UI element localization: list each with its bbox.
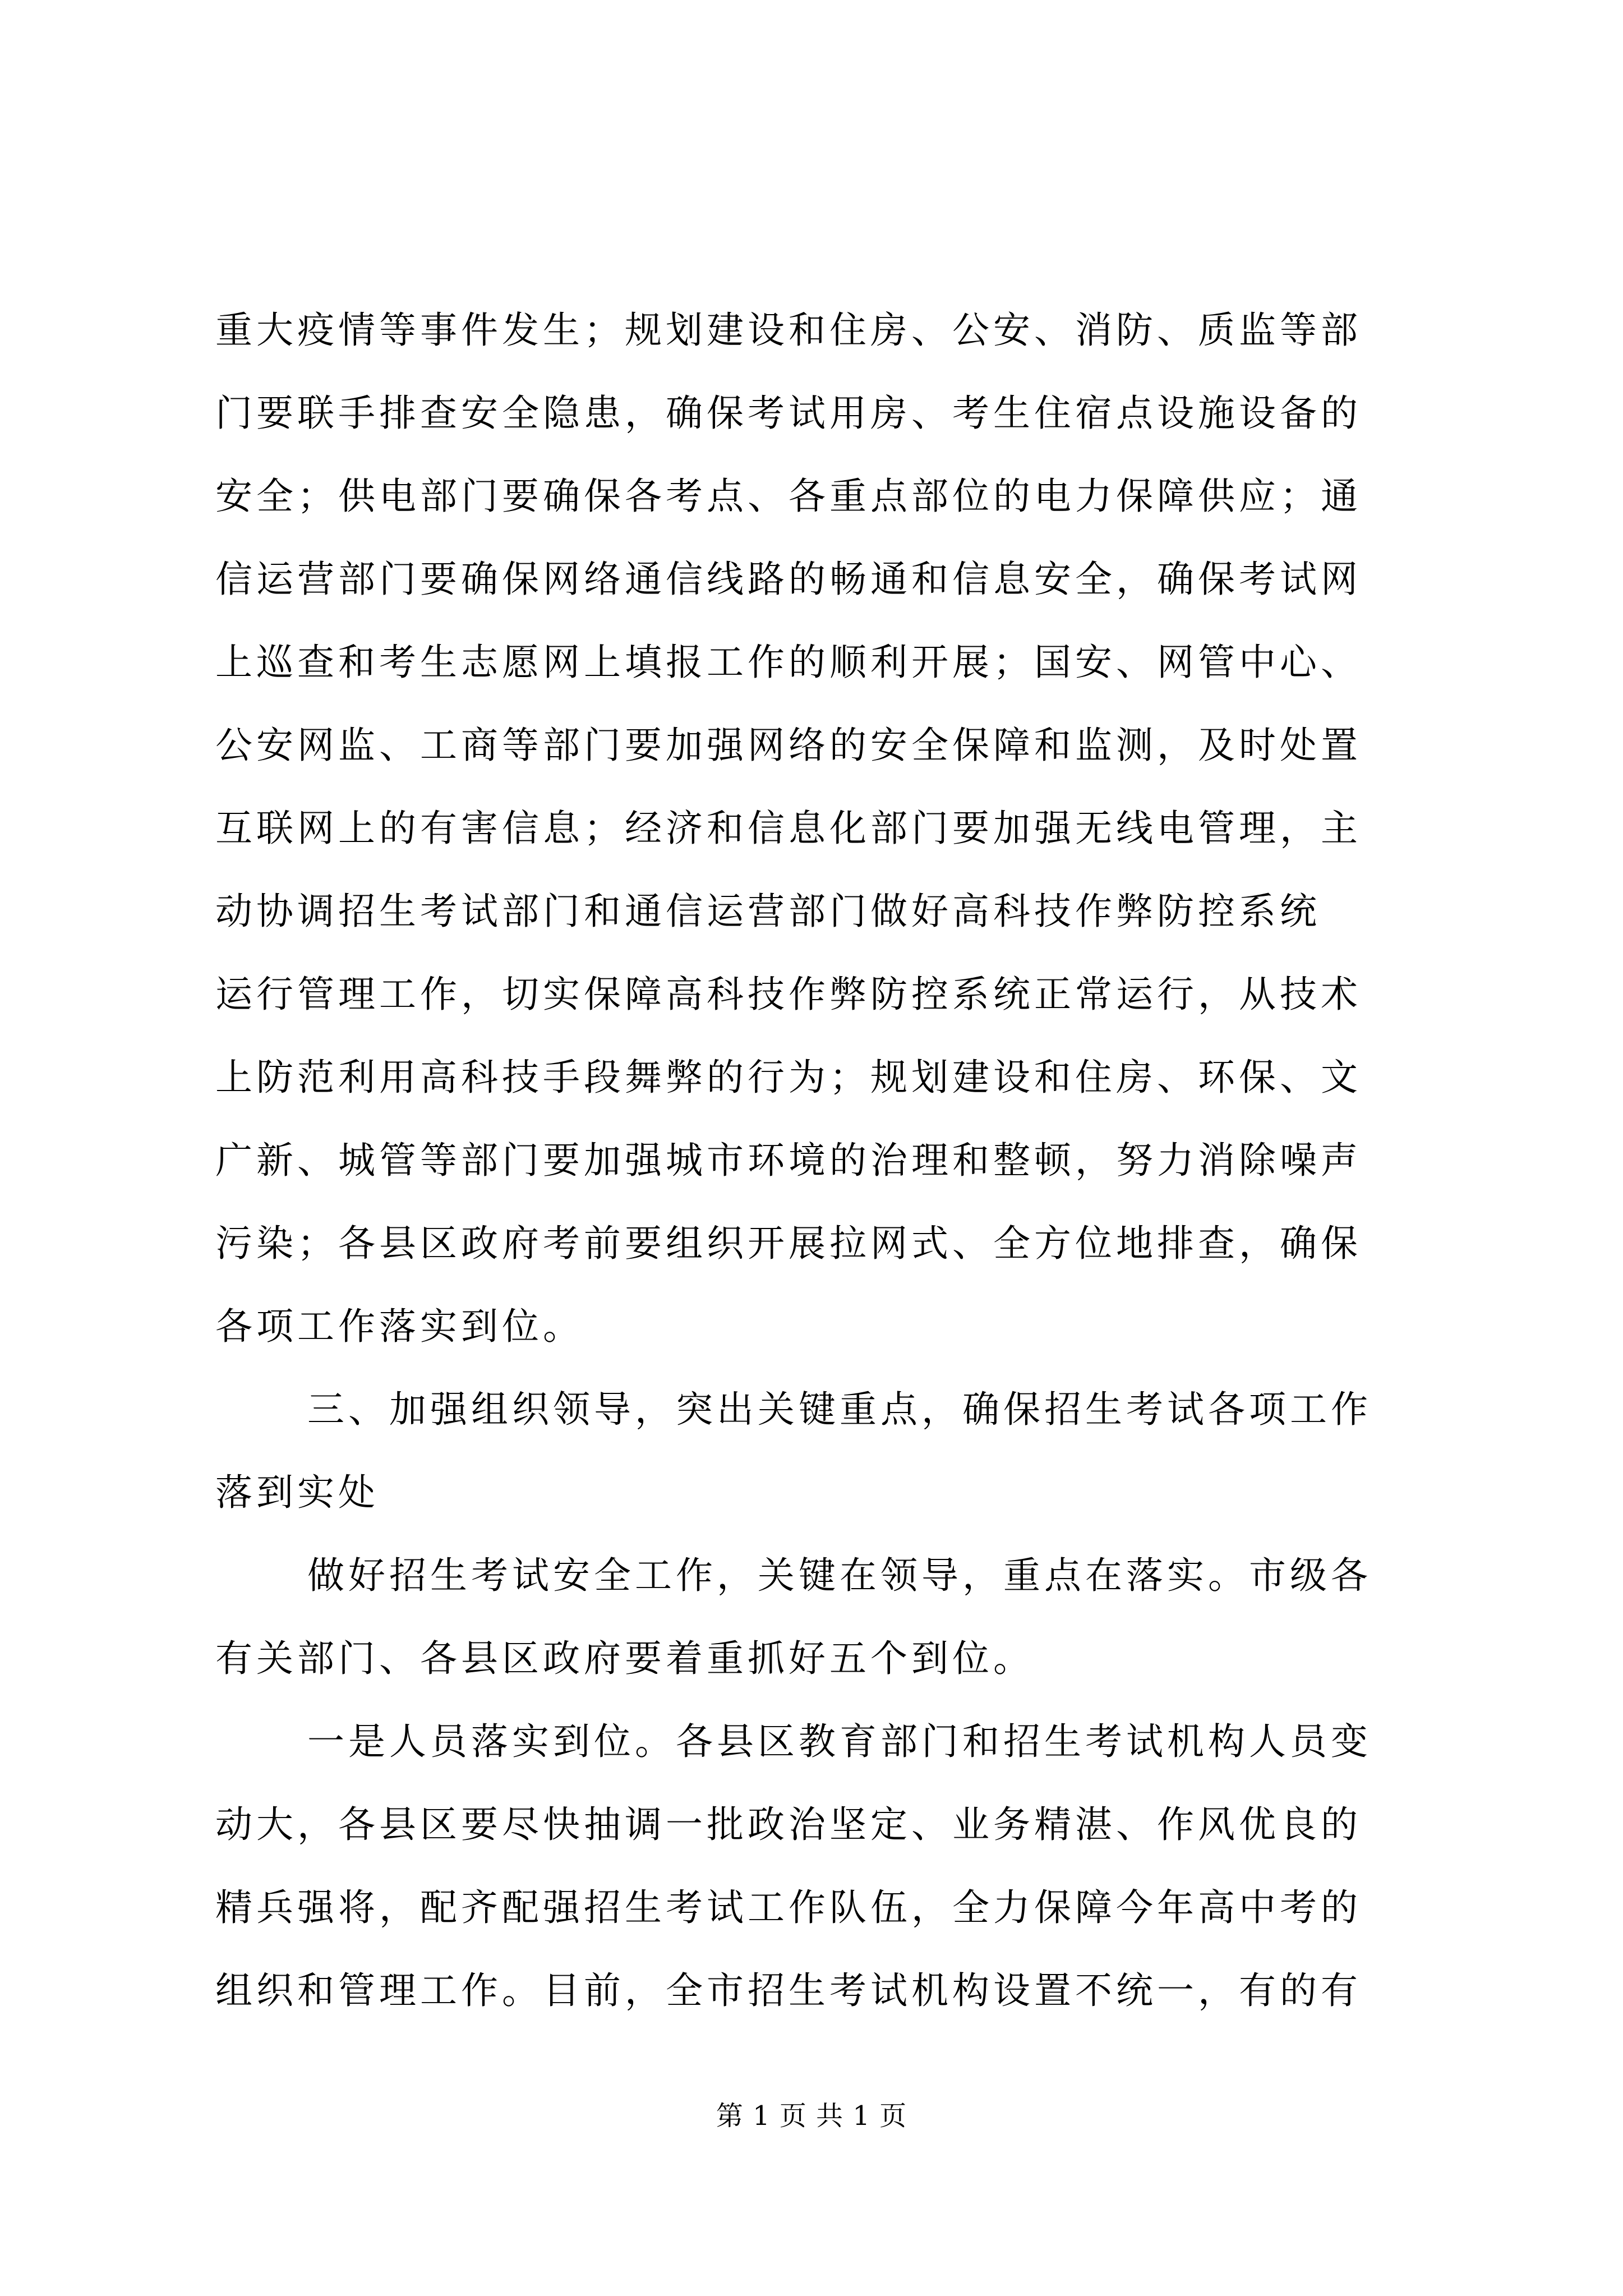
text-line-content: 做好招生考试安全工作，关键在领导，重点在落实。市级各 bbox=[307, 1554, 1372, 1597]
text-line-content: 公安网监、工商等部门要加强网络的安全保障和监测，及时处置 bbox=[215, 724, 1362, 767]
text-line bbox=[0, 1202, 1623, 1286]
text-line bbox=[0, 620, 1623, 705]
text-line bbox=[0, 1617, 1623, 1701]
text-line-content: 互联网上的有害信息；经济和信息化部门要加强无线电管理，主 bbox=[215, 807, 1362, 850]
text-line-content: 上防范利用高科技手段舞弊的行为；规划建设和住房、环保、文 bbox=[215, 1056, 1362, 1099]
text-line-content: 广新、城管等部门要加强城市环境的治理和整顿，努力消除噪声 bbox=[215, 1139, 1362, 1182]
text-line bbox=[0, 1866, 1623, 1950]
text-line bbox=[0, 786, 1623, 871]
section-heading-line bbox=[0, 1368, 1623, 1452]
section-heading-text: 三、加强组织领导，突出关键重点，确保招生考试各项工作 bbox=[307, 1388, 1372, 1431]
text-line bbox=[0, 371, 1623, 455]
text-line-content: 动大，各县区要尽快抽调一批政治坚定、业务精湛、作风优良的 bbox=[215, 1803, 1362, 1846]
text-line bbox=[0, 1534, 1623, 1618]
text-line-content: 各项工作落实到位。 bbox=[215, 1305, 584, 1348]
text-line bbox=[0, 1285, 1623, 1369]
text-line bbox=[0, 1119, 1623, 1203]
section-heading-text: 落到实处 bbox=[215, 1471, 379, 1514]
text-line bbox=[0, 537, 1623, 622]
section-heading-line bbox=[0, 1451, 1623, 1535]
text-line-content: 组织和管理工作。目前，全市招生考试机构设置不统一，有的有 bbox=[215, 1969, 1362, 2012]
text-line bbox=[0, 288, 1623, 372]
page-number-footer: 第 1 页 共 1 页 bbox=[716, 2100, 907, 2132]
text-line bbox=[0, 703, 1623, 788]
text-line-content: 运行管理工作，切实保障高科技作弊防控系统正常运行，从技术 bbox=[215, 973, 1362, 1016]
text-line-content: 污染；各县区政府考前要组织开展拉网式、全方位地排查，确保 bbox=[215, 1222, 1362, 1265]
text-line-content: 一是人员落实到位。各县区教育部门和招生考试机构人员变 bbox=[307, 1720, 1372, 1763]
text-line-content: 门要联手排查安全隐患，确保考试用房、考生住宿点设施设备的 bbox=[215, 392, 1362, 435]
text-line-content: 上巡查和考生志愿网上填报工作的顺利开展；国安、网管中心、 bbox=[215, 641, 1362, 684]
text-line bbox=[0, 1700, 1623, 1784]
text-line bbox=[0, 953, 1623, 1037]
text-line-content: 安全；供电部门要确保各考点、各重点部位的电力保障供应；通 bbox=[215, 475, 1362, 518]
text-line-content: 重大疫情等事件发生；规划建设和住房、公安、消防、质监等部 bbox=[215, 309, 1362, 352]
text-line bbox=[0, 454, 1623, 539]
text-line-content: 信运营部门要确保网络通信线路的畅通和信息安全，确保考试网 bbox=[215, 558, 1362, 601]
text-line-content: 精兵强将，配齐配强招生考试工作队伍，全力保障今年高中考的 bbox=[215, 1886, 1362, 1929]
text-line bbox=[0, 1783, 1623, 1867]
text-line bbox=[0, 1036, 1623, 1120]
text-line bbox=[0, 1949, 1623, 2033]
text-line-content: 有关部门、各县区政府要着重抓好五个到位。 bbox=[215, 1637, 1034, 1680]
text-line-content: 动协调招生考试部门和通信运营部门做好高科技作弊防控系统 bbox=[215, 890, 1321, 933]
text-line bbox=[0, 869, 1623, 954]
